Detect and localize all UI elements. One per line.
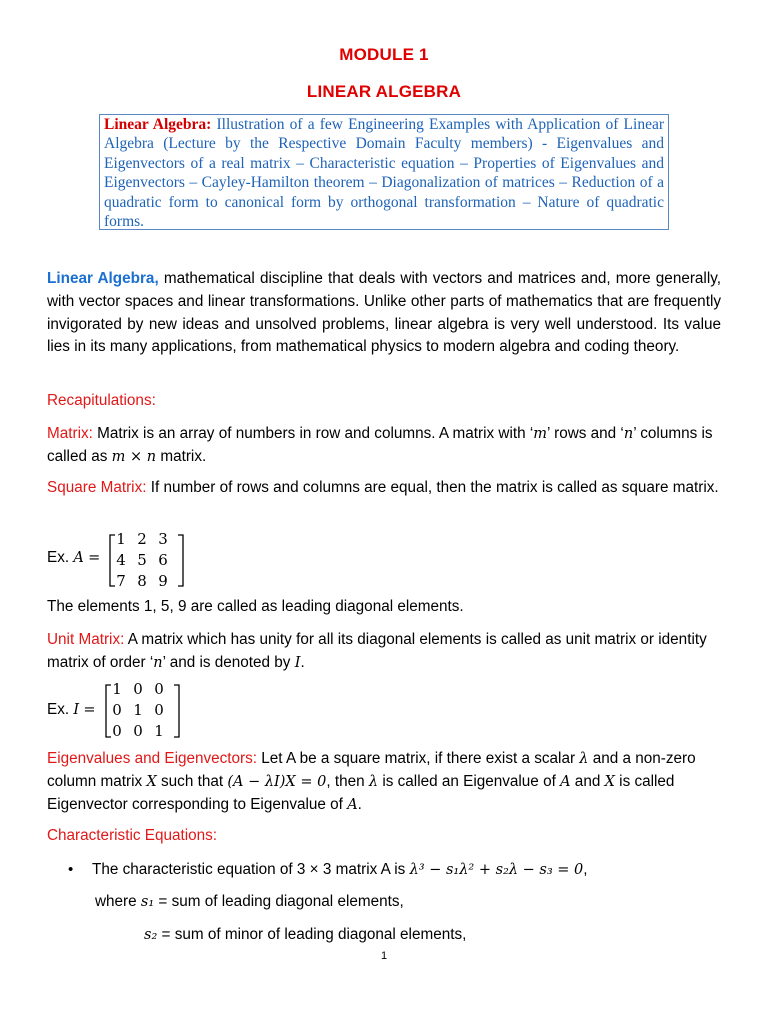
s2-definition	[144, 924, 704, 947]
example-i-label	[47, 701, 96, 719]
math-a-3: A	[347, 796, 358, 813]
matrix-cell: 1	[133, 701, 143, 719]
matrix-cell: 0	[154, 680, 164, 698]
eigen-term: Eigenvalues and Eigenvectors:	[47, 750, 258, 767]
matrix-cell: 0	[133, 680, 143, 698]
matrix-cell: 1	[112, 680, 122, 698]
characteristic-equation	[92, 859, 712, 882]
matrix-cell: 0	[112, 701, 122, 719]
math-i-lhs: I	[73, 702, 80, 718]
syllabus-text: Illustration of a few Engineering Examples with Application of Linear Algebra (Lecture by the Respective Domain Faculty members) - Eigenvalues and Eigenvectors of a real matrix – Characteristic equation – Properties of Eigenvalues and Eigenvectors – Cayley-Hamilton theorem – Diagonalization of matrices – Reduction of a quadratic form to canonical form by orthogonal transformation – Nature of quadratic forms.	[104, 116, 665, 231]
subject-title: LINEAR ALGEBRA	[306, 82, 462, 101]
char-equation: λ³ − s₁λ² + s₂λ − s₃ = 0	[409, 862, 584, 878]
math-a: A	[73, 550, 84, 566]
eigen-text-2: and a non-zero column matrix	[47, 750, 696, 790]
intro-text: mathematical discipline that deals with vectors and matrices and, more generally, with vector spaces and linear transformations. Unlike other parts of mathematics that are frequently invigorated by new ideas and unsolved problems, linear algebra is very well understood. Its value lies in its many applications, from mathematical physics to modern algebra and coding theory.	[47, 270, 721, 356]
math-lambda-2: λ	[368, 773, 379, 790]
char-text: The characteristic equation of 3 × 3 matrix A is	[92, 861, 410, 878]
math-m: m	[533, 426, 548, 442]
ex-prefix-i: Ex.	[47, 701, 70, 718]
matrix-cell: 1	[116, 530, 126, 548]
s1-definition	[95, 891, 695, 914]
bullet-icon: •	[68, 861, 74, 878]
characteristic-heading: Characteristic Equations:	[47, 827, 218, 844]
matrix-cell: 2	[137, 530, 147, 548]
module-title: MODULE 1	[339, 45, 429, 64]
eigen-text-4: , then	[326, 772, 369, 790]
eigen-equation: (A − λI)X = 0	[227, 773, 327, 790]
equals-sign-i: =	[83, 702, 96, 718]
unit-text-2: ’ and is denoted by	[162, 653, 295, 671]
ex-prefix: Ex.	[47, 549, 70, 566]
recap-heading: Recapitulations:	[47, 392, 156, 409]
intro-term: Linear Algebra,	[47, 270, 159, 287]
math-s2: s₂	[144, 927, 158, 943]
math-a-2: A	[560, 773, 571, 790]
matrix-cell: 4	[116, 551, 126, 569]
matrix-text-3: ’ columns is called as	[47, 425, 713, 465]
eigen-text-7: is called Eigenvector corresponding to Eigenvalue of	[47, 772, 675, 813]
s1-text: = sum of leading diagonal elements,	[154, 893, 404, 910]
square-term: Square Matrix:	[47, 479, 147, 496]
eigen-text-6: and	[570, 772, 605, 790]
math-x-2: X	[604, 773, 615, 790]
matrix-cell: 0	[112, 722, 122, 740]
diagonal-note: The elements 1, 5, 9 are called as leading diagonal elements.	[47, 598, 464, 615]
math-x: X	[146, 773, 157, 790]
eigen-text-8: .	[357, 795, 362, 813]
syllabus-lead: Linear Algebra:	[104, 116, 212, 133]
unit-term: Unit Matrix:	[47, 631, 125, 648]
matrix-cell: 8	[137, 572, 147, 590]
math-n: n	[623, 426, 634, 442]
math-mxn: m × n	[111, 448, 157, 465]
eigen-text-5: is called an Eigenvalue of	[378, 772, 561, 790]
unit-text-1: A matrix which has unity for all its diagonal elements is called as unit matrix or identity matrix of order ‘	[47, 631, 707, 671]
s2-text: = sum of minor of leading diagonal elements,	[157, 926, 467, 943]
matrix-term: Matrix:	[47, 425, 93, 442]
math-lambda: λ	[579, 751, 589, 767]
where-label: where	[95, 893, 141, 910]
matrix-cell: 7	[116, 572, 126, 590]
page-number: 1	[380, 950, 388, 962]
matrix-cell: 5	[137, 551, 147, 569]
equals-sign: =	[88, 550, 101, 566]
matrix-text-4: matrix.	[156, 447, 207, 465]
char-tail: ,	[583, 861, 588, 878]
matrix-cell: 1	[154, 722, 164, 740]
unit-matrix-definition	[47, 629, 721, 675]
eigen-text-1: Let A be a square matrix, if there exist a scalar	[257, 750, 580, 767]
math-s1: s₁	[140, 894, 155, 910]
matrix-text-2: ’ rows and ‘	[547, 425, 624, 442]
matrix-cell: 6	[158, 551, 168, 569]
unit-text-3: .	[300, 653, 305, 671]
matrix-cell: 3	[158, 530, 168, 548]
math-n-order: n	[153, 654, 163, 671]
matrix-cell: 0	[154, 701, 164, 719]
math-i: I	[294, 654, 301, 671]
eigen-text-3: such that	[156, 772, 228, 790]
square-text: If number of rows and columns are equal, then the matrix is called as square matrix.	[146, 479, 719, 496]
eigen-definition	[47, 748, 721, 816]
matrix-text-1: Matrix is an array of numbers in row and columns. A matrix with ‘	[92, 425, 534, 442]
matrix-cell: 9	[158, 572, 168, 590]
matrix-cell: 0	[133, 722, 143, 740]
